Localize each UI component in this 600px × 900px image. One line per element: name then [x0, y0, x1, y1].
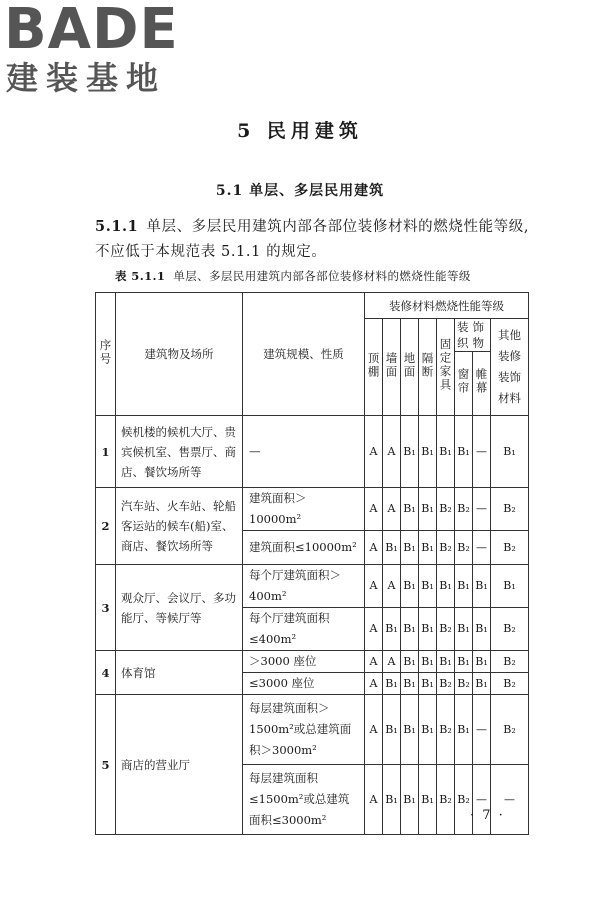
- logo-brand-zh: 建装基地: [6, 59, 167, 97]
- grade-cell: A: [365, 765, 383, 835]
- grade-cell: B₁: [383, 673, 401, 695]
- grade-cell: B₁: [401, 608, 419, 651]
- row-number: 1: [96, 416, 116, 488]
- grade-cell: B₁: [419, 765, 437, 835]
- grade-cell: B₁: [437, 565, 455, 608]
- grade-cell: B₁: [401, 416, 419, 488]
- grade-cell: B₂: [455, 531, 473, 565]
- grade-cell: —: [473, 488, 491, 531]
- grade-cell: B₁: [383, 608, 401, 651]
- grade-cell: A: [383, 565, 401, 608]
- grade-cell: B₁: [383, 695, 401, 765]
- scale-cell: —: [243, 416, 365, 488]
- venue-cell: 汽车站、火车站、轮船客运站的候车(船)室、商店、餐饮场所等: [116, 488, 243, 565]
- scale-cell: ≤3000 座位: [243, 673, 365, 695]
- header-curtain: 窗帘: [455, 352, 473, 416]
- grade-cell: B₂: [455, 488, 473, 531]
- fire-rating-table: [95, 292, 529, 835]
- grade-cell: A: [383, 651, 401, 673]
- grade-cell: B₂: [491, 651, 529, 673]
- grade-cell: B₁: [455, 416, 473, 488]
- header-textiles: 装饰织物: [455, 319, 491, 352]
- grade-cell: B₁: [455, 608, 473, 651]
- grade-cell: B₁: [437, 416, 455, 488]
- header-floor: 地面: [401, 319, 419, 416]
- grade-cell: B₁: [401, 673, 419, 695]
- grade-cell: B₁: [419, 695, 437, 765]
- grade-cell: B₁: [437, 651, 455, 673]
- header-other: 其他装修装饰材料: [491, 319, 529, 416]
- grade-cell: B₂: [437, 673, 455, 695]
- table-caption-number: 表 5.1.1: [115, 269, 166, 283]
- venue-cell: 观众厅、会议厅、多功能厅、等候厅等: [116, 565, 243, 651]
- grade-cell: B₁: [473, 651, 491, 673]
- grade-cell: A: [365, 416, 383, 488]
- page-number: · 7 ·: [470, 808, 505, 823]
- grade-cell: B₂: [491, 531, 529, 565]
- grade-cell: B₂: [437, 765, 455, 835]
- grade-cell: B₁: [491, 416, 529, 488]
- scale-cell: 每个厅建筑面积＞400m²: [243, 565, 365, 608]
- grade-cell: B₂: [455, 765, 473, 835]
- header-seq: 序号: [96, 293, 116, 416]
- header-ceiling: 顶棚: [365, 319, 383, 416]
- grade-cell: B₂: [491, 488, 529, 531]
- table-caption-text: 单层、多层民用建筑内部各部位装修材料的燃烧性能等级: [173, 269, 471, 283]
- grade-cell: B₁: [455, 695, 473, 765]
- logo: [4, 2, 184, 98]
- scale-cell: ＞3000 座位: [243, 651, 365, 673]
- venue-cell: 体育馆: [116, 651, 243, 695]
- table-caption: [115, 268, 471, 284]
- table-row: [96, 651, 529, 673]
- venue-cell: 候机楼的候机大厅、贵宾候机室、售票厅、商店、餐饮场所等: [116, 416, 243, 488]
- grade-cell: —: [473, 416, 491, 488]
- grade-cell: A: [365, 608, 383, 651]
- grade-cell: A: [365, 651, 383, 673]
- grade-cell: A: [383, 488, 401, 531]
- grade-cell: A: [365, 488, 383, 531]
- grade-cell: A: [383, 416, 401, 488]
- grade-cell: —: [491, 765, 529, 835]
- clause-text: 单层、多层民用建筑内部各部位装修材料的燃烧性能等级,不应低于本规范表 5.1.1 的规定。: [95, 219, 530, 260]
- grade-cell: B₁: [473, 673, 491, 695]
- row-number: 5: [96, 695, 116, 835]
- grade-cell: B₂: [491, 608, 529, 651]
- grade-cell: B₂: [437, 488, 455, 531]
- grade-cell: B₁: [419, 416, 437, 488]
- header-scale: 建筑规模、性质: [243, 293, 365, 416]
- chapter-title: 5 民用建筑: [237, 120, 363, 142]
- grade-cell: —: [473, 765, 491, 835]
- grade-cell: B₁: [419, 651, 437, 673]
- table-row: [96, 695, 529, 765]
- scale-cell: 每层建筑面积≤1500m²或总建筑面积≤3000m²: [243, 765, 365, 835]
- scale-cell: 每个厅建筑面积≤400m²: [243, 608, 365, 651]
- grade-cell: B₂: [437, 608, 455, 651]
- grade-cell: B₁: [383, 531, 401, 565]
- grade-cell: B₁: [401, 531, 419, 565]
- grade-cell: B₁: [419, 673, 437, 695]
- header-partition: 隔断: [419, 319, 437, 416]
- grade-cell: —: [473, 531, 491, 565]
- grade-cell: A: [365, 531, 383, 565]
- grade-cell: B₁: [401, 765, 419, 835]
- logo-brand-en: BADE: [4, 0, 179, 62]
- table-row: [96, 416, 529, 488]
- grade-cell: B₂: [455, 673, 473, 695]
- grade-cell: B₁: [401, 565, 419, 608]
- row-number: 2: [96, 488, 116, 565]
- grade-cell: B₁: [491, 565, 529, 608]
- header-drape: 帷幕: [473, 352, 491, 416]
- row-number: 3: [96, 565, 116, 651]
- grade-cell: B₁: [419, 565, 437, 608]
- scale-cell: 每层建筑面积＞1500m²或总建筑面积＞3000m²: [243, 695, 365, 765]
- grade-cell: B₂: [437, 695, 455, 765]
- grade-cell: B₁: [419, 488, 437, 531]
- table-row: [96, 565, 529, 608]
- grade-cell: B₁: [401, 488, 419, 531]
- grade-cell: B₁: [473, 608, 491, 651]
- clause-paragraph: [95, 214, 535, 265]
- grade-cell: B₂: [491, 695, 529, 765]
- scale-cell: 建筑面积＞10000m²: [243, 488, 365, 531]
- grade-cell: A: [365, 673, 383, 695]
- table-row: [96, 488, 529, 531]
- header-wall: 墙面: [383, 319, 401, 416]
- header-furniture: 固定家具: [437, 319, 455, 416]
- header-venue: 建筑物及场所: [116, 293, 243, 416]
- grade-cell: B₁: [383, 765, 401, 835]
- grade-cell: —: [473, 695, 491, 765]
- grade-cell: A: [365, 565, 383, 608]
- clause-number: 5.1.1: [95, 218, 139, 235]
- grade-cell: B₁: [401, 651, 419, 673]
- scale-cell: 建筑面积≤10000m²: [243, 531, 365, 565]
- grade-cell: B₁: [419, 531, 437, 565]
- grade-cell: B₁: [473, 565, 491, 608]
- grade-cell: B₂: [491, 673, 529, 695]
- grade-cell: B₁: [455, 565, 473, 608]
- venue-cell: 商店的营业厅: [116, 695, 243, 835]
- grade-cell: A: [365, 695, 383, 765]
- grade-cell: B₁: [455, 651, 473, 673]
- header-rating-group: 装修材料燃烧性能等级: [365, 293, 529, 319]
- grade-cell: B₁: [401, 695, 419, 765]
- grade-cell: B₂: [437, 531, 455, 565]
- section-title: 5.1 单层、多层民用建筑: [215, 183, 385, 199]
- grade-cell: B₁: [419, 608, 437, 651]
- row-number: 4: [96, 651, 116, 695]
